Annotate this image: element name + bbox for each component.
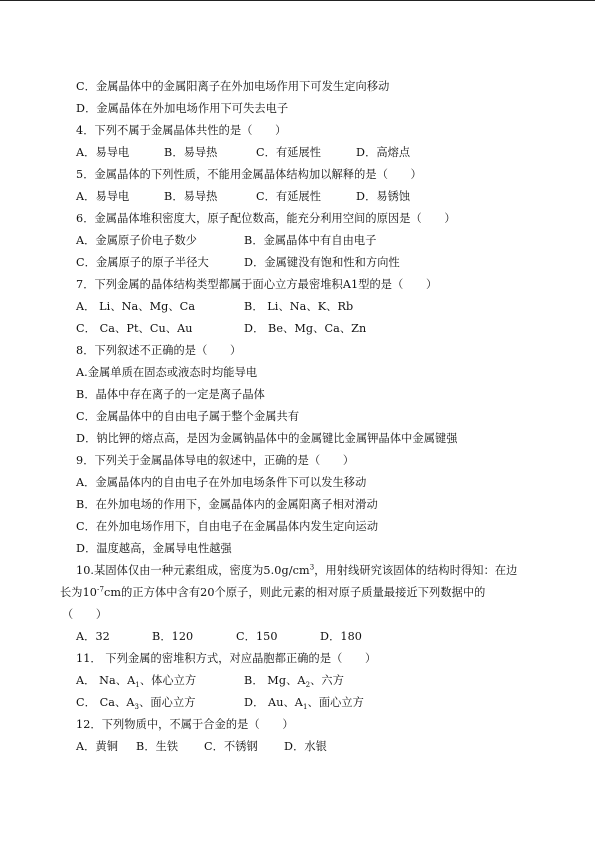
text-line (0, 516, 595, 538)
answer-option: B．易导热 (164, 190, 218, 203)
text-part: 长为10 (60, 586, 98, 599)
text-line (0, 120, 595, 142)
line-text: 11． 下列金属的密堆积方式，对应晶胞都正确的是（ ） (76, 652, 377, 665)
answer-option: B．易导热 (164, 146, 218, 159)
text-line (0, 450, 595, 472)
line-text: 4．下列不属于金属晶体共性的是（ ） (76, 124, 287, 137)
line-text: 7．下列金属的晶体结构类型都属于面心立方最密堆积A1型的是（ ） (76, 278, 438, 291)
text-line (0, 142, 595, 164)
text-part: cm的正方体中含有20个原子，则此元素的相对原子质量最接近下列数据中的 (104, 586, 486, 599)
answer-option: C．有延展性 (256, 146, 322, 159)
text-line (0, 384, 595, 406)
line-text: 9．下列关于金属晶体导电的叙述中，正确的是（ ） (76, 454, 355, 467)
text-part: D． Au、A (244, 696, 303, 709)
text-part: 、体心立方 (139, 674, 197, 687)
answer-option: B．金属晶体中有自由电子 (244, 234, 377, 247)
header-rule (0, 0, 595, 1)
line-text: A．金属晶体内的自由电子在外加电场条件下可以发生移动 (76, 476, 367, 489)
line-text: 6．金属晶体堆积密度大，原子配位数高，能充分利用空间的原因是（ ） (76, 212, 456, 225)
line-text: B．在外加电场的作用下，金属晶体内的金属阳离子相对滑动 (76, 498, 378, 511)
text-part: 、面心立方 (307, 696, 364, 709)
answer-option: D．水银 (284, 740, 327, 753)
text-line (0, 230, 595, 252)
text-line (0, 648, 595, 670)
superscript: 3 (309, 563, 315, 572)
text-line (0, 340, 595, 362)
text-part: C． Ca、A (76, 696, 135, 709)
text-line (0, 472, 595, 494)
line-text: 12．下列物质中，不属于合金的是（ ） (76, 718, 294, 731)
answer-option: C．有延展性 (256, 190, 322, 203)
line-text: 8．下列叙述不正确的是（ ） (76, 344, 242, 357)
text-line (0, 626, 595, 648)
line-text: 5．金属晶体的下列性质，不能用金属晶体结构加以解释的是（ ） (76, 168, 422, 181)
text-line (0, 318, 595, 340)
text-part: B． Mg、A (244, 674, 306, 687)
answer-option: A．32 (76, 630, 110, 643)
answer-option: A．易导电 (76, 146, 130, 159)
answer-option: D．高熔点 (356, 146, 411, 159)
text-line (0, 428, 595, 450)
text-part: 10.某固体仅由一种元素组成，密度为5.0g/cm (76, 564, 310, 577)
question-text (60, 582, 485, 604)
exam-page (0, 76, 595, 758)
line-text: D．钠比钾的熔点高，是因为金属钠晶体中的金属键比金属钾晶体中金属键强 (76, 432, 458, 445)
answer-option (76, 692, 196, 714)
answer-option: C．金属原子的原子半径大 (76, 256, 209, 269)
answer-option: D． Be、Mg、Ca、Zn (244, 322, 367, 335)
question-text (76, 560, 517, 582)
text-line (0, 164, 595, 186)
answer-option: A．易导电 (76, 190, 130, 203)
text-line (0, 208, 595, 230)
line-text: C．金属晶体中的金属阳离子在外加电场作用下可发生定向移动 (76, 80, 390, 93)
answer-option: B． Li、Na、K、Rb (244, 300, 354, 313)
text-line (0, 670, 595, 692)
text-line (0, 538, 595, 560)
text-line (0, 296, 595, 318)
answer-option (244, 670, 344, 692)
answer-option: C．150 (236, 630, 278, 643)
text-line (0, 186, 595, 208)
text-line (0, 582, 595, 604)
subscript: 3 (134, 703, 140, 712)
text-line (0, 494, 595, 516)
text-line (0, 98, 595, 120)
line-text: A.金属单质在固态或液态时均能导电 (76, 366, 258, 379)
text-line (0, 560, 595, 582)
text-line (0, 252, 595, 274)
text-line (0, 714, 595, 736)
answer-option: C．不锈钢 (204, 740, 258, 753)
answer-option: A．黄铜 (76, 740, 119, 753)
answer-option: A．金属原子价电子数少 (76, 234, 198, 247)
answer-option (244, 692, 364, 714)
subscript: 1 (302, 703, 308, 712)
answer-option: B．生铁 (136, 740, 179, 753)
line-text: C．在外加电场作用下，自由电子在金属晶体内发生定向运动 (76, 520, 379, 533)
subscript: 1 (135, 681, 140, 690)
text-line (0, 692, 595, 714)
text-line (0, 362, 595, 384)
text-part: 、六方 (310, 674, 344, 687)
text-part: 、面心立方 (139, 696, 196, 709)
text-line (0, 274, 595, 296)
text-line (0, 604, 595, 626)
text-line (0, 76, 595, 98)
answer-option (76, 670, 196, 692)
text-line (0, 406, 595, 428)
answer-option: D．金属键没有饱和性和方向性 (244, 256, 400, 269)
answer-option: B．120 (152, 630, 194, 643)
text-line (0, 736, 595, 758)
answer-option: C． Ca、Pt、Cu、Au (76, 322, 193, 335)
line-text: D．金属晶体在外加电场作用下可失去电子 (76, 102, 289, 115)
line-text: C．金属晶体中的自由电子属于整个金属共有 (76, 410, 300, 423)
line-text: B．晶体中存在离子的一定是离子晶体 (76, 388, 265, 401)
superscript: -7 (97, 585, 105, 594)
answer-option: D．易锈蚀 (356, 190, 411, 203)
answer-option: A． Li、Na、Mg、Ca (76, 300, 196, 313)
line-text: D．温度越高，金属导电性越强 (76, 542, 232, 555)
text-part: ，用射线研究该固体的结构时得知：在边 (314, 564, 518, 577)
text-part: A． Na、A (76, 674, 136, 687)
answer-option: D．180 (320, 630, 363, 643)
line-text: （ ） (62, 608, 108, 621)
subscript: 2 (305, 681, 311, 690)
